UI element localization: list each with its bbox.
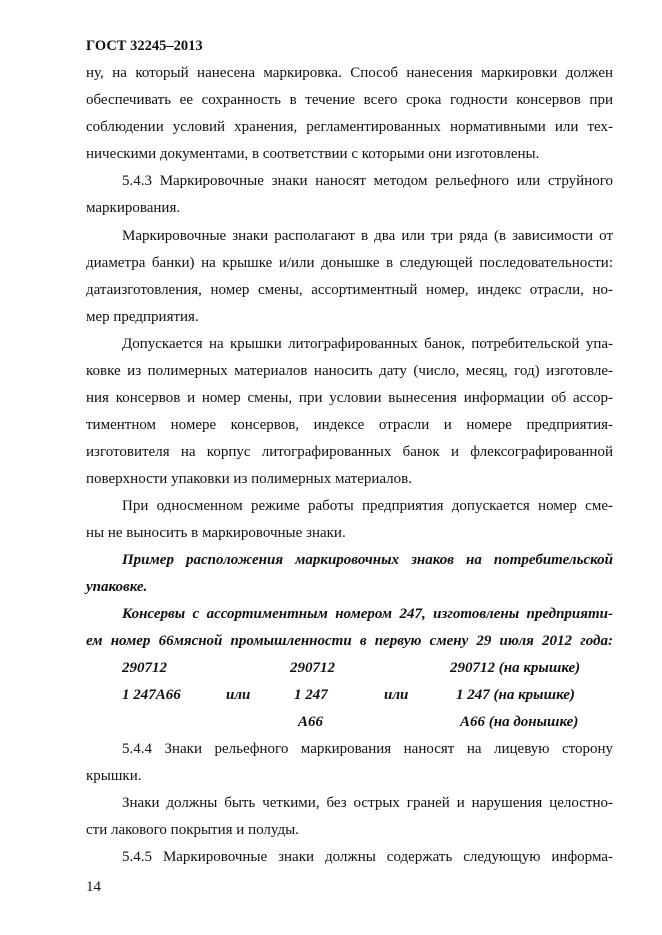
example-row2-col3: 1 247 (на крышке) bbox=[456, 687, 575, 703]
text-line: ны не выносить в маркировочные знаки. bbox=[86, 525, 346, 541]
text-line: датаизготовления, номер смены, ассортиментный номер, индекс отрасли, но- bbox=[86, 282, 613, 298]
text-line: ковке из полимерных материалов наносить дату (число, месяц, год) изготовле- bbox=[86, 363, 613, 379]
text-line: ническими документами, в соответствии с которыми они изготовлены. bbox=[86, 146, 540, 162]
example-row2-col1: 1 247А66 bbox=[122, 687, 181, 703]
text-line: При односменном режиме работы предприятия допускается номер сме- bbox=[122, 498, 613, 514]
section-5-4-3-line: 5.4.3 Маркировочные знаки наносят методом рельефного или струйного bbox=[122, 173, 613, 189]
text-line: обеспечивать ее сохранность в течение всего срока годности консервов при bbox=[86, 92, 613, 108]
text-line: диаметра банки) на крышке и/или донышке в следующей последовательности: bbox=[86, 255, 613, 271]
text-line: Знаки должны быть четкими, без острых граней и нарушения целостно- bbox=[122, 795, 613, 811]
text-line: крышки. bbox=[86, 768, 142, 784]
text-line: мер предприятия. bbox=[86, 309, 199, 325]
example-row2-col2: 1 247 bbox=[294, 687, 328, 703]
text-line: Маркировочные знаки располагают в два или три ряда (в зависимости от bbox=[122, 228, 613, 244]
text-line: сти лакового покрытия и полуды. bbox=[86, 822, 299, 838]
example-heading: Пример расположения маркировочных знаков на потребительской bbox=[122, 552, 613, 568]
example-row3-col2: А66 bbox=[298, 714, 324, 730]
page-number: 14 bbox=[86, 879, 101, 895]
section-5-4-4-line: 5.4.4 Знаки рельефного маркирования наносят на лицевую сторону bbox=[122, 741, 613, 757]
text-line: изготовителя на корпус литографированных банок и флексографированной bbox=[86, 444, 613, 460]
text-line: Допускается на крышки литографированных банок, потребительской упа- bbox=[122, 336, 613, 352]
example-row1-col1: 290712 bbox=[122, 660, 167, 676]
document-header: ГОСТ 32245–2013 bbox=[86, 38, 203, 54]
text-line: ну, на который нанесена маркировка. Способ нанесения маркировки должен bbox=[86, 65, 613, 81]
example-row2-or: или bbox=[226, 687, 251, 703]
example-row1-col3: 290712 (на крышке) bbox=[450, 660, 581, 676]
text-line: тиментном номере консервов, индексе отрасли и номере предприятия- bbox=[86, 417, 613, 433]
text-line: маркирования. bbox=[86, 200, 181, 216]
example-description: Консервы с ассортиментным номером 247, изготовлены предприяти- bbox=[122, 606, 613, 622]
example-row1-col2: 290712 bbox=[290, 660, 335, 676]
example-description: ем номер 66мясной промышленности в первую смену 29 июля 2012 года: bbox=[86, 633, 613, 649]
example-row3-col3: А66 (на донышке) bbox=[460, 714, 579, 730]
example-heading: упаковке. bbox=[86, 579, 148, 595]
text-line: ния консервов и номер смены, при условии вынесения информации об ассор- bbox=[86, 390, 613, 406]
text-line: соблюдении условий хранения, регламентированных нормативными или тех- bbox=[86, 119, 613, 135]
text-line: поверхности упаковки из полимерных материалов. bbox=[86, 471, 412, 487]
example-row2-or: или bbox=[384, 687, 409, 703]
section-5-4-5-line: 5.4.5 Маркировочные знаки должны содержать следующую информа- bbox=[122, 849, 613, 865]
